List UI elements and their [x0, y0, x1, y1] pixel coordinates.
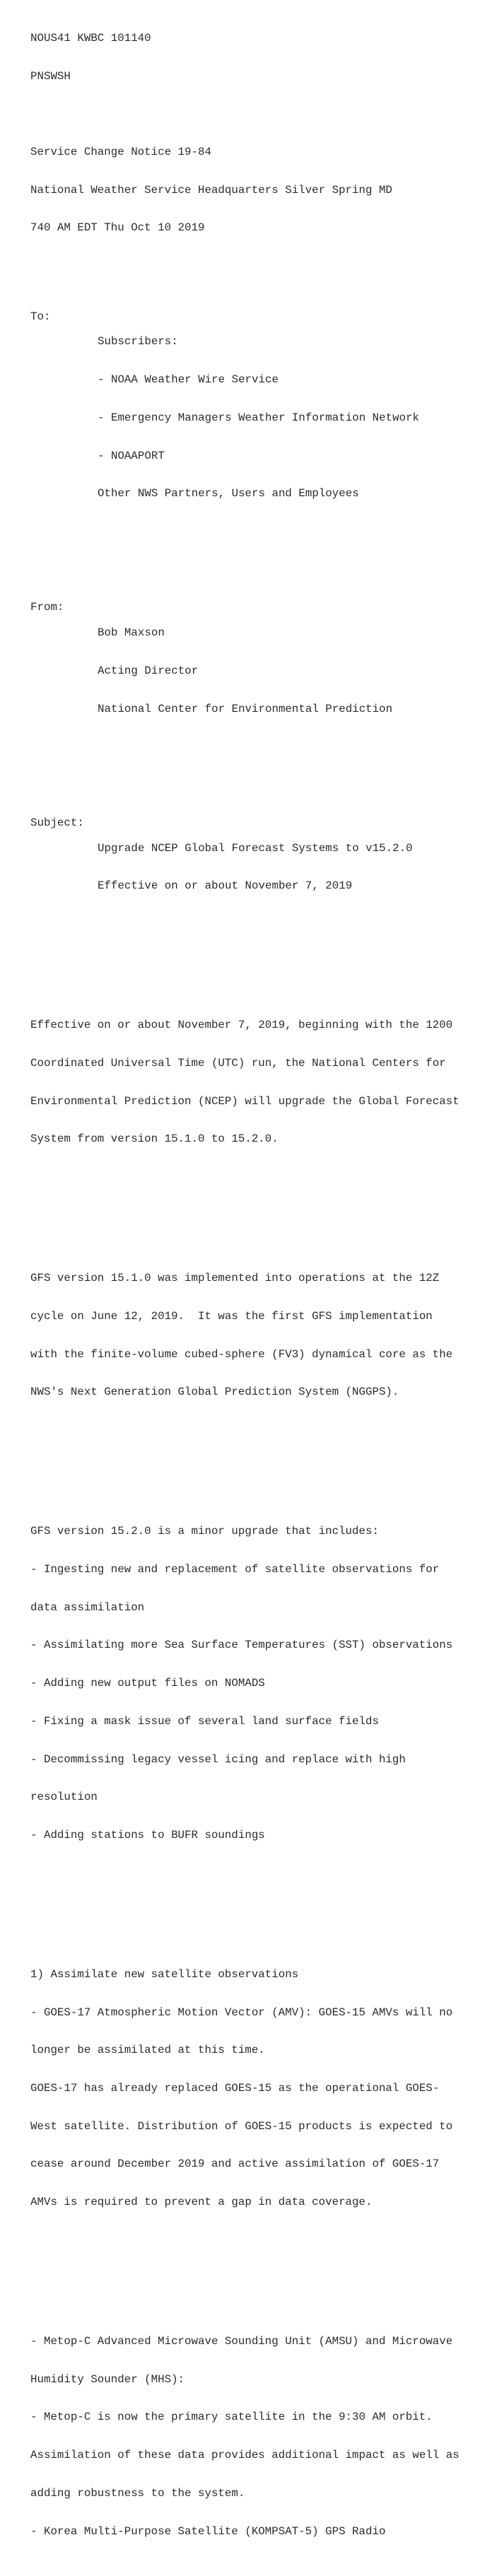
spacer — [30, 2260, 483, 2273]
wmo-heading: NOUS41 KWBC 101140 — [30, 31, 151, 45]
paragraph-line: AMVs is required to prevent a gap in data coverage. — [30, 2196, 373, 2209]
paragraph-line: 1) Assimilate new satellite observations — [30, 1967, 299, 1981]
paragraph-line: - Decommissing legacy vessel icing and replace with high — [30, 1752, 406, 1766]
from-block — [30, 602, 483, 741]
to-line: Subscribers: — [98, 335, 178, 349]
paragraph-line: - Korea Multi-Purpose Satellite (KOMPSAT-5) GPS Radio — [30, 2524, 386, 2538]
paragraph-line: - Metop-C is now the primary satellite in the 9:30 AM orbit. — [30, 2411, 433, 2424]
spacer — [30, 1450, 483, 1463]
to-label: To: — [30, 310, 51, 323]
paragraph-line: longer be assimilated at this time. — [30, 2044, 265, 2057]
paragraph-line: Coordinated Universal Time (UTC) run, the National Centers for — [30, 1056, 446, 1070]
from-label: From: — [30, 601, 64, 614]
paragraph-line: NWS's Next Generation Global Prediction System (NGGPS). — [30, 1386, 399, 1399]
spacer — [30, 1197, 483, 1210]
paragraph-line: - Fixing a mask issue of several land surface fields — [30, 1714, 379, 1728]
paragraph-line: with the finite-volume cubed-sphere (FV3) dynamical core as the — [30, 1347, 453, 1361]
subject-line: Upgrade NCEP Global Forecast Systems to v15.2.0 — [98, 841, 413, 855]
from-line: Bob Maxson — [98, 626, 165, 640]
paragraph-line: resolution — [30, 1791, 98, 1804]
to-line: - NOAA Weather Wire Service — [98, 373, 279, 387]
spacer — [30, 108, 483, 121]
paragraph-line: GOES-17 has already replaced GOES-15 as the operational GOES- — [30, 2081, 440, 2095]
paragraph-line: GFS version 15.2.0 is a minor upgrade that includes: — [30, 1525, 379, 1538]
paragraph-gfs-15-2 — [30, 1500, 483, 1867]
paragraph-line: - Adding stations to BUFR soundings — [30, 1828, 265, 1842]
paragraph-line: Assimilation of these data provides additional impact as well as — [30, 2449, 459, 2462]
issuing-office: National Weather Service Headquarters Silver Spring MD — [30, 183, 392, 197]
paragraph-line: cycle on June 12, 2019. It was the first GFS implementation — [30, 1309, 433, 1323]
paragraph-line: adding robustness to the system. — [30, 2486, 245, 2500]
paragraph-line: - Assimilating more Sea Surface Temperatures (SST) observations — [30, 1639, 453, 1652]
to-line: - Emergency Managers Weather Information Network — [98, 411, 420, 424]
paragraph-line: cease around December 2019 and active assimilation of GOES-17 — [30, 2158, 440, 2171]
paragraph-satellite-obs — [30, 1943, 483, 2235]
paragraph-line: - Metop-C Advanced Microwave Sounding Unit (AMSU) and Microwave — [30, 2335, 453, 2348]
to-line: Other NWS Partners, Users and Employees — [98, 487, 359, 500]
paragraph-line: System from version 15.1.0 to 15.2.0. — [30, 1132, 279, 1146]
paragraph-line: data assimilation — [30, 1600, 145, 1614]
spacer — [30, 260, 483, 273]
paragraph-line: West satellite. Distribution of GOES-15 products is expected to — [30, 2119, 453, 2133]
to-line: - NOAAPORT — [98, 449, 165, 462]
paragraph-line: - Adding new output files on NOMADS — [30, 1677, 265, 1690]
spacer — [30, 944, 483, 956]
subject-label: Subject: — [30, 816, 84, 829]
paragraph-line: GFS version 15.1.0 was implemented into operations at the 12Z — [30, 1272, 440, 1285]
spacer — [30, 1892, 483, 1905]
paragraph-metop-c — [30, 2310, 483, 2563]
paragraph-line: Effective on or about November 7, 2019, beginning with the 1200 — [30, 1019, 453, 1032]
paragraph-line: Humidity Sounder (MHS): — [30, 2372, 185, 2386]
subject-block — [30, 817, 483, 918]
notice-title: Service Change Notice 19-84 — [30, 145, 211, 158]
to-block — [30, 311, 483, 526]
from-line: National Center for Environmental Prediction — [98, 702, 393, 715]
spacer — [30, 766, 483, 779]
paragraph-line: - GOES-17 Atmospheric Motion Vector (AMV): GOES-15 AMVs will no — [30, 2006, 453, 2019]
issue-time: 740 AM EDT Thu Oct 10 2019 — [30, 221, 205, 235]
notice-document — [30, 7, 483, 2576]
from-line: Acting Director — [98, 664, 199, 677]
spacer — [30, 551, 483, 564]
paragraph-line: - Ingesting new and replacement of satellite observations for — [30, 1562, 440, 1576]
subject-line: Effective on or about November 7, 2019 — [98, 879, 353, 893]
paragraph-effective — [30, 994, 483, 1171]
paragraph-line: Environmental Prediction (NCEP) will upgrade the Global Forecast — [30, 1094, 459, 1108]
awips-id: PNSWSH — [30, 69, 71, 83]
paragraph-gfs-15-1 — [30, 1247, 483, 1424]
